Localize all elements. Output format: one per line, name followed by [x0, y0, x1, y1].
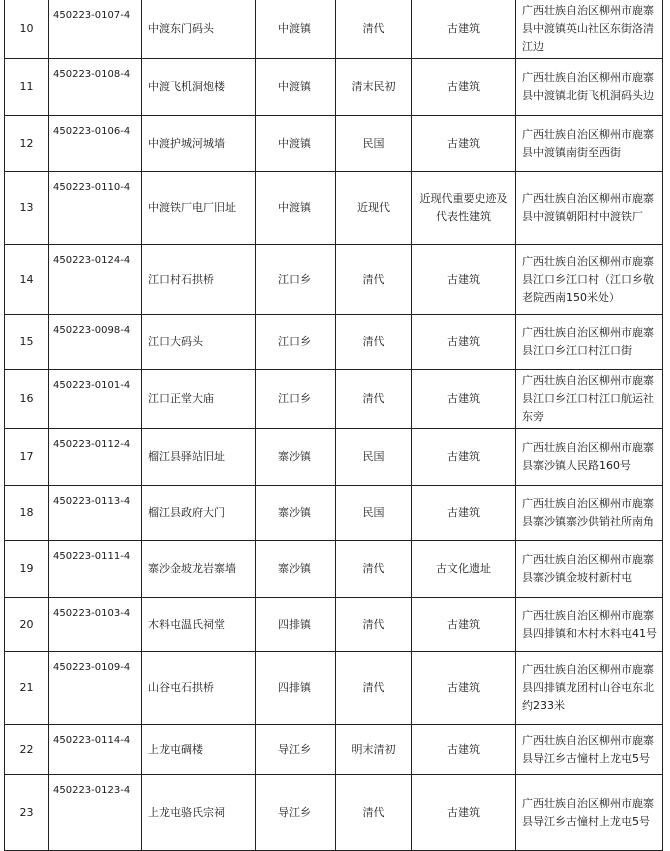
site-category: 古建筑	[412, 0, 516, 59]
table-row	[5, 725, 663, 775]
table-row	[5, 541, 663, 598]
table-row	[5, 652, 663, 725]
row-number: 19	[5, 541, 49, 598]
site-era: 清代	[336, 0, 412, 59]
site-era: 近现代	[336, 172, 412, 245]
site-town: 寨沙镇	[256, 541, 336, 598]
table-row	[5, 486, 663, 541]
site-era: 清代	[336, 775, 412, 851]
site-category: 近现代重要史迹及代表性建筑	[412, 172, 516, 245]
site-code: 450223-0101-4	[49, 370, 142, 429]
site-code: 450223-0123-4	[49, 775, 142, 851]
table-row	[5, 245, 663, 315]
row-number: 10	[5, 0, 49, 59]
site-category: 古建筑	[412, 429, 516, 486]
site-town: 导江乡	[256, 775, 336, 851]
table-row	[5, 370, 663, 429]
site-era: 清代	[336, 541, 412, 598]
site-address: 广西壮族自治区柳州市鹿寨县江口乡江口村江口街	[516, 315, 663, 370]
row-number: 13	[5, 172, 49, 245]
site-address: 广西壮族自治区柳州市鹿寨县中渡镇南街至西街	[516, 116, 663, 172]
site-town: 中渡镇	[256, 116, 336, 172]
site-name: 中渡飞机洞炮楼	[142, 59, 256, 116]
site-address: 广西壮族自治区柳州市鹿寨县导江乡古憧村上龙屯5号	[516, 775, 663, 851]
row-number: 23	[5, 775, 49, 851]
site-name: 上龙屯骆氏宗祠	[142, 775, 256, 851]
site-address: 广西壮族自治区柳州市鹿寨县四排镇龙团村山谷屯东北约233米	[516, 652, 663, 725]
site-town: 中渡镇	[256, 172, 336, 245]
site-era: 民国	[336, 116, 412, 172]
site-era: 清末民初	[336, 59, 412, 116]
site-code: 450223-0109-4	[49, 652, 142, 725]
site-name: 江口正堂大庙	[142, 370, 256, 429]
site-era: 清代	[336, 370, 412, 429]
site-code: 450223-0110-4	[49, 172, 142, 245]
site-era: 民国	[336, 429, 412, 486]
site-address: 广西壮族自治区柳州市鹿寨县寨沙镇寨沙供销社所南角	[516, 486, 663, 541]
site-town: 四排镇	[256, 652, 336, 725]
site-address	[516, 245, 663, 315]
site-code: 450223-0112-4	[49, 429, 142, 486]
site-code: 450223-0106-4	[49, 116, 142, 172]
site-era: 清代	[336, 598, 412, 652]
site-name: 木料屯温氏祠堂	[142, 598, 256, 652]
site-address: 广西壮族自治区柳州市鹿寨县中渡镇朝阳村中渡铁厂	[516, 172, 663, 245]
site-address-main: 广西壮族自治区柳州市鹿寨县江口乡江口村	[522, 254, 654, 286]
site-address: 广西壮族自治区柳州市鹿寨县江口乡江口村江口航运社东旁	[516, 370, 663, 429]
site-name: 榴江县政府大门	[142, 486, 256, 541]
row-number: 18	[5, 486, 49, 541]
site-name: 江口大码头	[142, 315, 256, 370]
site-category: 古文化遗址	[412, 541, 516, 598]
site-town: 寨沙镇	[256, 429, 336, 486]
site-era: 清代	[336, 245, 412, 315]
site-era: 清代	[336, 315, 412, 370]
heritage-sites-table	[4, 0, 663, 851]
site-code: 450223-0111-4	[49, 541, 142, 598]
row-number: 11	[5, 59, 49, 116]
site-category: 古建筑	[412, 486, 516, 541]
site-category: 古建筑	[412, 370, 516, 429]
row-number: 22	[5, 725, 49, 775]
site-address: 广西壮族自治区柳州市鹿寨县寨沙镇金坡村新村屯	[516, 541, 663, 598]
site-category: 古建筑	[412, 116, 516, 172]
site-address-extra: （江口乡敬老院西南150米处）	[522, 272, 654, 304]
site-town: 四排镇	[256, 598, 336, 652]
site-category: 古建筑	[412, 245, 516, 315]
site-name: 中渡护城河城墙	[142, 116, 256, 172]
site-town: 江口乡	[256, 245, 336, 315]
site-code: 450223-0124-4	[49, 245, 142, 315]
table-row	[5, 59, 663, 116]
row-number: 17	[5, 429, 49, 486]
site-name: 中渡东门码头	[142, 0, 256, 59]
site-code: 450223-0114-4	[49, 725, 142, 775]
site-town: 江口乡	[256, 370, 336, 429]
table-row	[5, 598, 663, 652]
site-name: 山谷屯石拱桥	[142, 652, 256, 725]
table-row	[5, 0, 663, 59]
site-address: 广西壮族自治区柳州市鹿寨县寨沙镇人民路160号	[516, 429, 663, 486]
site-address: 广西壮族自治区柳州市鹿寨县中渡镇英山社区东街洛清江边	[516, 0, 663, 59]
table-row	[5, 172, 663, 245]
site-era: 清代	[336, 652, 412, 725]
table-row	[5, 429, 663, 486]
site-town: 中渡镇	[256, 59, 336, 116]
row-number: 12	[5, 116, 49, 172]
site-address: 广西壮族自治区柳州市鹿寨县中渡镇北街飞机洞码头边	[516, 59, 663, 116]
site-town: 中渡镇	[256, 0, 336, 59]
table-row	[5, 116, 663, 172]
site-code: 450223-0113-4	[49, 486, 142, 541]
site-category: 古建筑	[412, 59, 516, 116]
site-category: 古建筑	[412, 315, 516, 370]
row-number: 14	[5, 245, 49, 315]
table-row	[5, 315, 663, 370]
site-town: 江口乡	[256, 315, 336, 370]
site-name: 中渡铁厂电厂旧址	[142, 172, 256, 245]
row-number: 20	[5, 598, 49, 652]
row-number: 16	[5, 370, 49, 429]
site-name: 寨沙金坡龙岩寨墙	[142, 541, 256, 598]
site-address: 广西壮族自治区柳州市鹿寨县导江乡古憧村上龙屯5号	[516, 725, 663, 775]
site-name: 榴江县驿站旧址	[142, 429, 256, 486]
site-town: 寨沙镇	[256, 486, 336, 541]
table-row	[5, 775, 663, 851]
site-code: 450223-0098-4	[49, 315, 142, 370]
site-name: 江口村石拱桥	[142, 245, 256, 315]
site-code: 450223-0103-4	[49, 598, 142, 652]
site-category: 古建筑	[412, 775, 516, 851]
site-category: 古建筑	[412, 725, 516, 775]
site-code: 450223-0107-4	[49, 0, 142, 59]
site-name: 上龙屯碉楼	[142, 725, 256, 775]
site-category: 古建筑	[412, 598, 516, 652]
row-number: 21	[5, 652, 49, 725]
site-era: 明末清初	[336, 725, 412, 775]
row-number: 15	[5, 315, 49, 370]
site-address: 广西壮族自治区柳州市鹿寨县四排镇和木村木料屯41号	[516, 598, 663, 652]
site-town: 导江乡	[256, 725, 336, 775]
site-category: 古建筑	[412, 652, 516, 725]
site-code: 450223-0108-4	[49, 59, 142, 116]
site-era: 民国	[336, 486, 412, 541]
